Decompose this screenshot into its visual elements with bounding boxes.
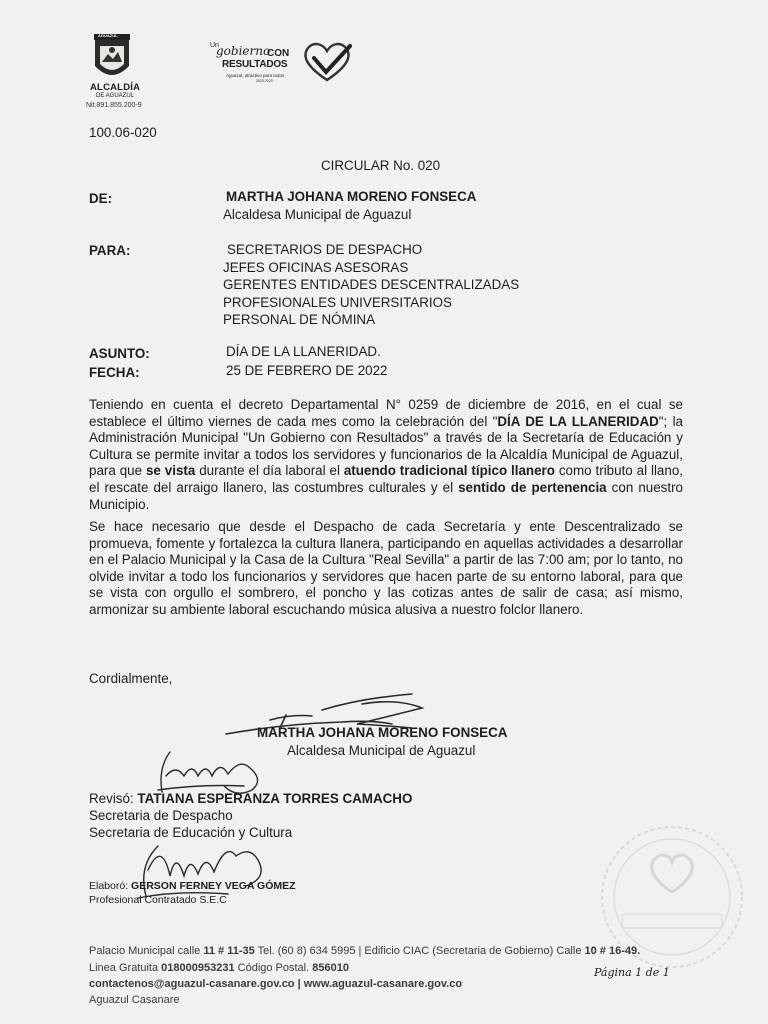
reviewed-name: TATIANA ESPERANZA TORRES CAMACHO xyxy=(137,791,413,806)
page-number: Página 1 de 1 xyxy=(594,966,670,979)
footer-phone-2: 018000953231 xyxy=(161,962,235,974)
brand-years: 2020-2023 xyxy=(256,79,273,83)
prepared-name: GERSON FERNEY VEGA GÓMEZ xyxy=(131,880,296,892)
government-brand-logo xyxy=(210,38,360,88)
recipient-item: PROFESIONALES UNIVERSITARIOS xyxy=(223,294,452,310)
body-paragraph-2: Se hace necesario que desde el Despacho de cada Secretaría y ente Descentralizado se promueva, fomente y fortalezca la cultura llanera, participando en aquellas actividades a desarrollar en el Palacio Municipal y la Casa de la Cultura "Real Sevilla" a partir de las 7:00 am; por lo tanto, no olvide invitar a todo los funcionarios y servidores que hacen parte de su entorno laboral, para que se vista con orgullo el sombrero, el poncho y las cotizas antes de salir de casa; así mismo, armonizar su ambiente laboral escuchando música alusiva a nuestro folclor llanero. xyxy=(89,519,683,617)
recipient-list xyxy=(223,241,519,329)
crest-top-text: AGUAZUL xyxy=(98,33,118,38)
recipient-item: JEFES OFICINAS ASESORAS xyxy=(223,259,409,275)
p1-text-2: "; la Administración Municipal "Un Gobierno con Resultados" a través de la Secretaría de Educación y Cultura se permite invitar a todos los servidores y funcionarios de la Alcaldía Municipal de Aguazul, para que xyxy=(89,413,683,479)
footer-phone-1: Linea Gratuita xyxy=(89,962,162,974)
footer-location: Aguazul Casanare xyxy=(89,994,180,1006)
document-reference: 100.06-020 xyxy=(89,125,157,140)
recipient-item: SECRETARIOS DE DESPACHO xyxy=(227,242,423,257)
footer-phone-4: 856010 xyxy=(312,962,349,974)
recipient-item: PERSONAL DE NÓMINA xyxy=(223,312,376,327)
brand-con: CON xyxy=(267,48,290,59)
reviewed-line-2: Secretaria de Despacho xyxy=(89,808,233,823)
circular-number: CIRCULAR No. 020 xyxy=(321,158,441,173)
p1-text-5: con nuestro Municipio. xyxy=(89,479,683,512)
crest-sublabel: DE AGUAZUL xyxy=(96,93,135,99)
footer-address-2: 11 # 11-35 xyxy=(203,945,255,957)
footer-address-1: Palacio Municipal calle xyxy=(89,945,204,957)
closing-text: Cordialmente, xyxy=(89,671,173,686)
reviewed-block xyxy=(89,790,412,808)
date-label: FECHA: xyxy=(89,365,140,380)
from-label: DE: xyxy=(89,191,113,206)
prepared-block xyxy=(89,879,296,893)
p1-text-3: durante el día laboral el xyxy=(195,463,344,479)
signer-role: Alcaldesa Municipal de Aguazul xyxy=(287,743,476,758)
subject-label: ASUNTO: xyxy=(89,346,150,361)
prepared-label: Elaboró: xyxy=(89,880,129,892)
p1-bold-3: atuendo tradicional típico llanero xyxy=(343,463,555,479)
footer-phone-3: Código Postal. xyxy=(234,962,313,974)
nit-text: Nit.891.855.200-9 xyxy=(86,102,142,109)
brand-resultados: RESULTADOS xyxy=(222,59,288,70)
municipal-crest-logo xyxy=(88,32,148,118)
prepared-line-2: Profesional Contratado S.E.C xyxy=(89,894,227,906)
p1-bold-4: sentido de pertenencia xyxy=(458,479,607,495)
signer-name: MARTHA JOHANA MORENO FONSECA xyxy=(257,725,508,740)
reviewed-line-3: Secretaria de Educación y Cultura xyxy=(89,825,293,840)
p1-text-4: como tributo al llano, el rescate del arraigo llanero, las costumbres culturales y el xyxy=(89,463,683,495)
p1-bold-1: DÍA DE LA LLANERIDAD xyxy=(497,413,659,429)
subject-value: DÍA DE LA LLANERIDAD. xyxy=(226,344,381,359)
crest-label: ALCALDÍA xyxy=(90,82,141,93)
from-name: MARTHA JOHANA MORENO FONSECA xyxy=(226,189,477,204)
heart-check-icon xyxy=(298,38,356,86)
footer-contact-links[interactable]: contactenos@aguazul-casanare.gov.co | www.aguazul-casanare.gov.co xyxy=(89,978,463,990)
p1-bold-2: se vista xyxy=(145,463,196,479)
p1-text-1: Teniendo en cuenta el decreto Departamental N° 0259 de diciembre de 2016, en el cual se establece el último viernes de cada mes como la celebración del " xyxy=(89,397,683,429)
crest-icon xyxy=(88,32,148,88)
reviewed-label: Revisó: xyxy=(89,791,134,806)
date-value: 25 DE FEBRERO DE 2022 xyxy=(226,363,388,378)
footer-phone xyxy=(89,960,349,977)
brand-tagline: Aguazul, atractivo para todos xyxy=(226,73,285,78)
body-paragraph-1 xyxy=(89,397,683,513)
footer-address-4: 10 # 16-49. xyxy=(584,945,641,957)
from-role: Alcaldesa Municipal de Aguazul xyxy=(223,207,412,222)
brand-gobierno: gobierno xyxy=(216,44,271,58)
footer-address xyxy=(89,943,640,960)
brand-un: Un xyxy=(210,42,219,49)
footer-address-3: Tel. (60 8) 634 5995 | Edificio CIAC (Secretaria de Gobierno) Calle xyxy=(254,945,585,957)
recipient-item: GERENTES ENTIDADES DESCENTRALIZADAS xyxy=(223,277,520,292)
to-label: PARA: xyxy=(89,243,131,258)
